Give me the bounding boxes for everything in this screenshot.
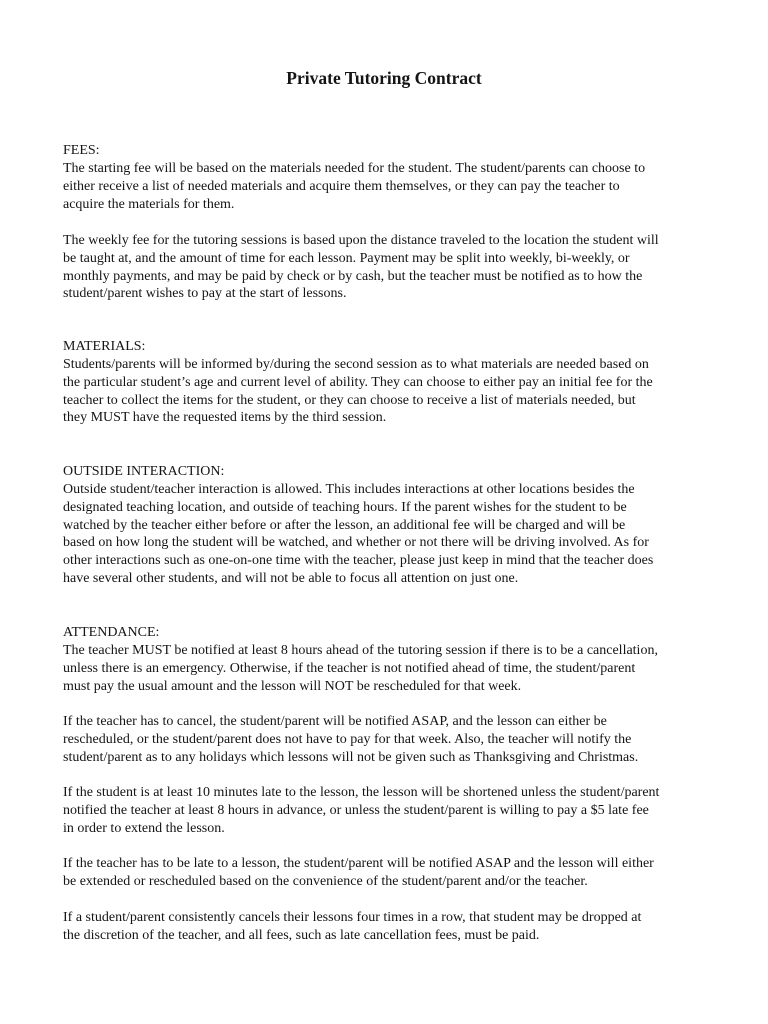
materials-paragraph-1: Students/parents will be informed by/during the second session as to what materials are needed based on the particular student’s age and current level of ability. They can choose to either pay an initial fee for the teacher to collect the items for the student, or they can choose to receive a list of materials needed, but they MUST have the requested items by the third session. xyxy=(63,357,653,426)
outside-interaction-paragraph-1: Outside student/teacher interaction is allowed. This includes interactions at other locations besides the designated teaching location, and outside of teaching hours. If the parent wishes for the student to be watched by the teacher either before or after the lesson, an additional fee will be charged and will be based on how long the student will be watched, and whether or not there will be driving involved. As for other interactions such as one-on-one time with the teacher, please just keep in mind that the teacher does have several other students, and will not be able to focus all attention on just one. xyxy=(63,482,654,586)
attendance-paragraph-2: If the teacher has to cancel, the student/parent will be notified ASAP, and the lesson can either be rescheduled, or the student/parent does not have to pay for that week. Also, the teacher will notify the student/parent as to any holidays which lessons will not be given such as Thanksgiving and Christmas. xyxy=(63,714,639,765)
attendance-paragraph-1: The teacher MUST be notified at least 8 hours ahead of the tutoring session if there is to be a cancellation, unless there is an emergency. Otherwise, if the teacher is not notified ahead of time, the student/parent must pay the usual amount and the lesson will NOT be rescheduled for that week. xyxy=(63,643,658,694)
document-title: Private Tutoring Contract xyxy=(286,68,482,88)
fees-heading: FEES: xyxy=(63,143,100,158)
materials-heading: MATERIALS: xyxy=(63,339,146,354)
fees-paragraph-2: The weekly fee for the tutoring sessions is based upon the distance traveled to the location the student will be taught at, and the amount of time for each lesson. Payment may be split into weekly, bi-weekly, or monthly payments, and may be paid by check or by cash, but the teacher must be notified as to how the student/parent wishes to pay at the start of lessons. xyxy=(63,233,659,302)
attendance-paragraph-5: If a student/parent consistently cancels their lessons four times in a row, that student may be dropped at the discretion of the teacher, and all fees, such as late cancellation fees, must be paid. xyxy=(63,910,642,943)
outside-interaction-heading: OUTSIDE INTERACTION: xyxy=(63,464,225,479)
attendance-paragraph-3: If the student is at least 10 minutes late to the lesson, the lesson will be shortened unless the student/parent notified the teacher at least 8 hours in advance, or unless the student/parent is willing to pay a $5 late fee in order to extend the lesson. xyxy=(63,785,660,836)
attendance-heading: ATTENDANCE: xyxy=(63,625,160,640)
attendance-paragraph-4: If the teacher has to be late to a lesson, the student/parent will be notified ASAP and the lesson will either be extended or rescheduled based on the convenience of the student/parent and/or the teacher. xyxy=(63,856,654,889)
fees-paragraph-1: The starting fee will be based on the materials needed for the student. The student/parents can choose to either receive a list of needed materials and acquire them themselves, or they can pay the teacher to acquire the materials for them. xyxy=(63,161,646,212)
